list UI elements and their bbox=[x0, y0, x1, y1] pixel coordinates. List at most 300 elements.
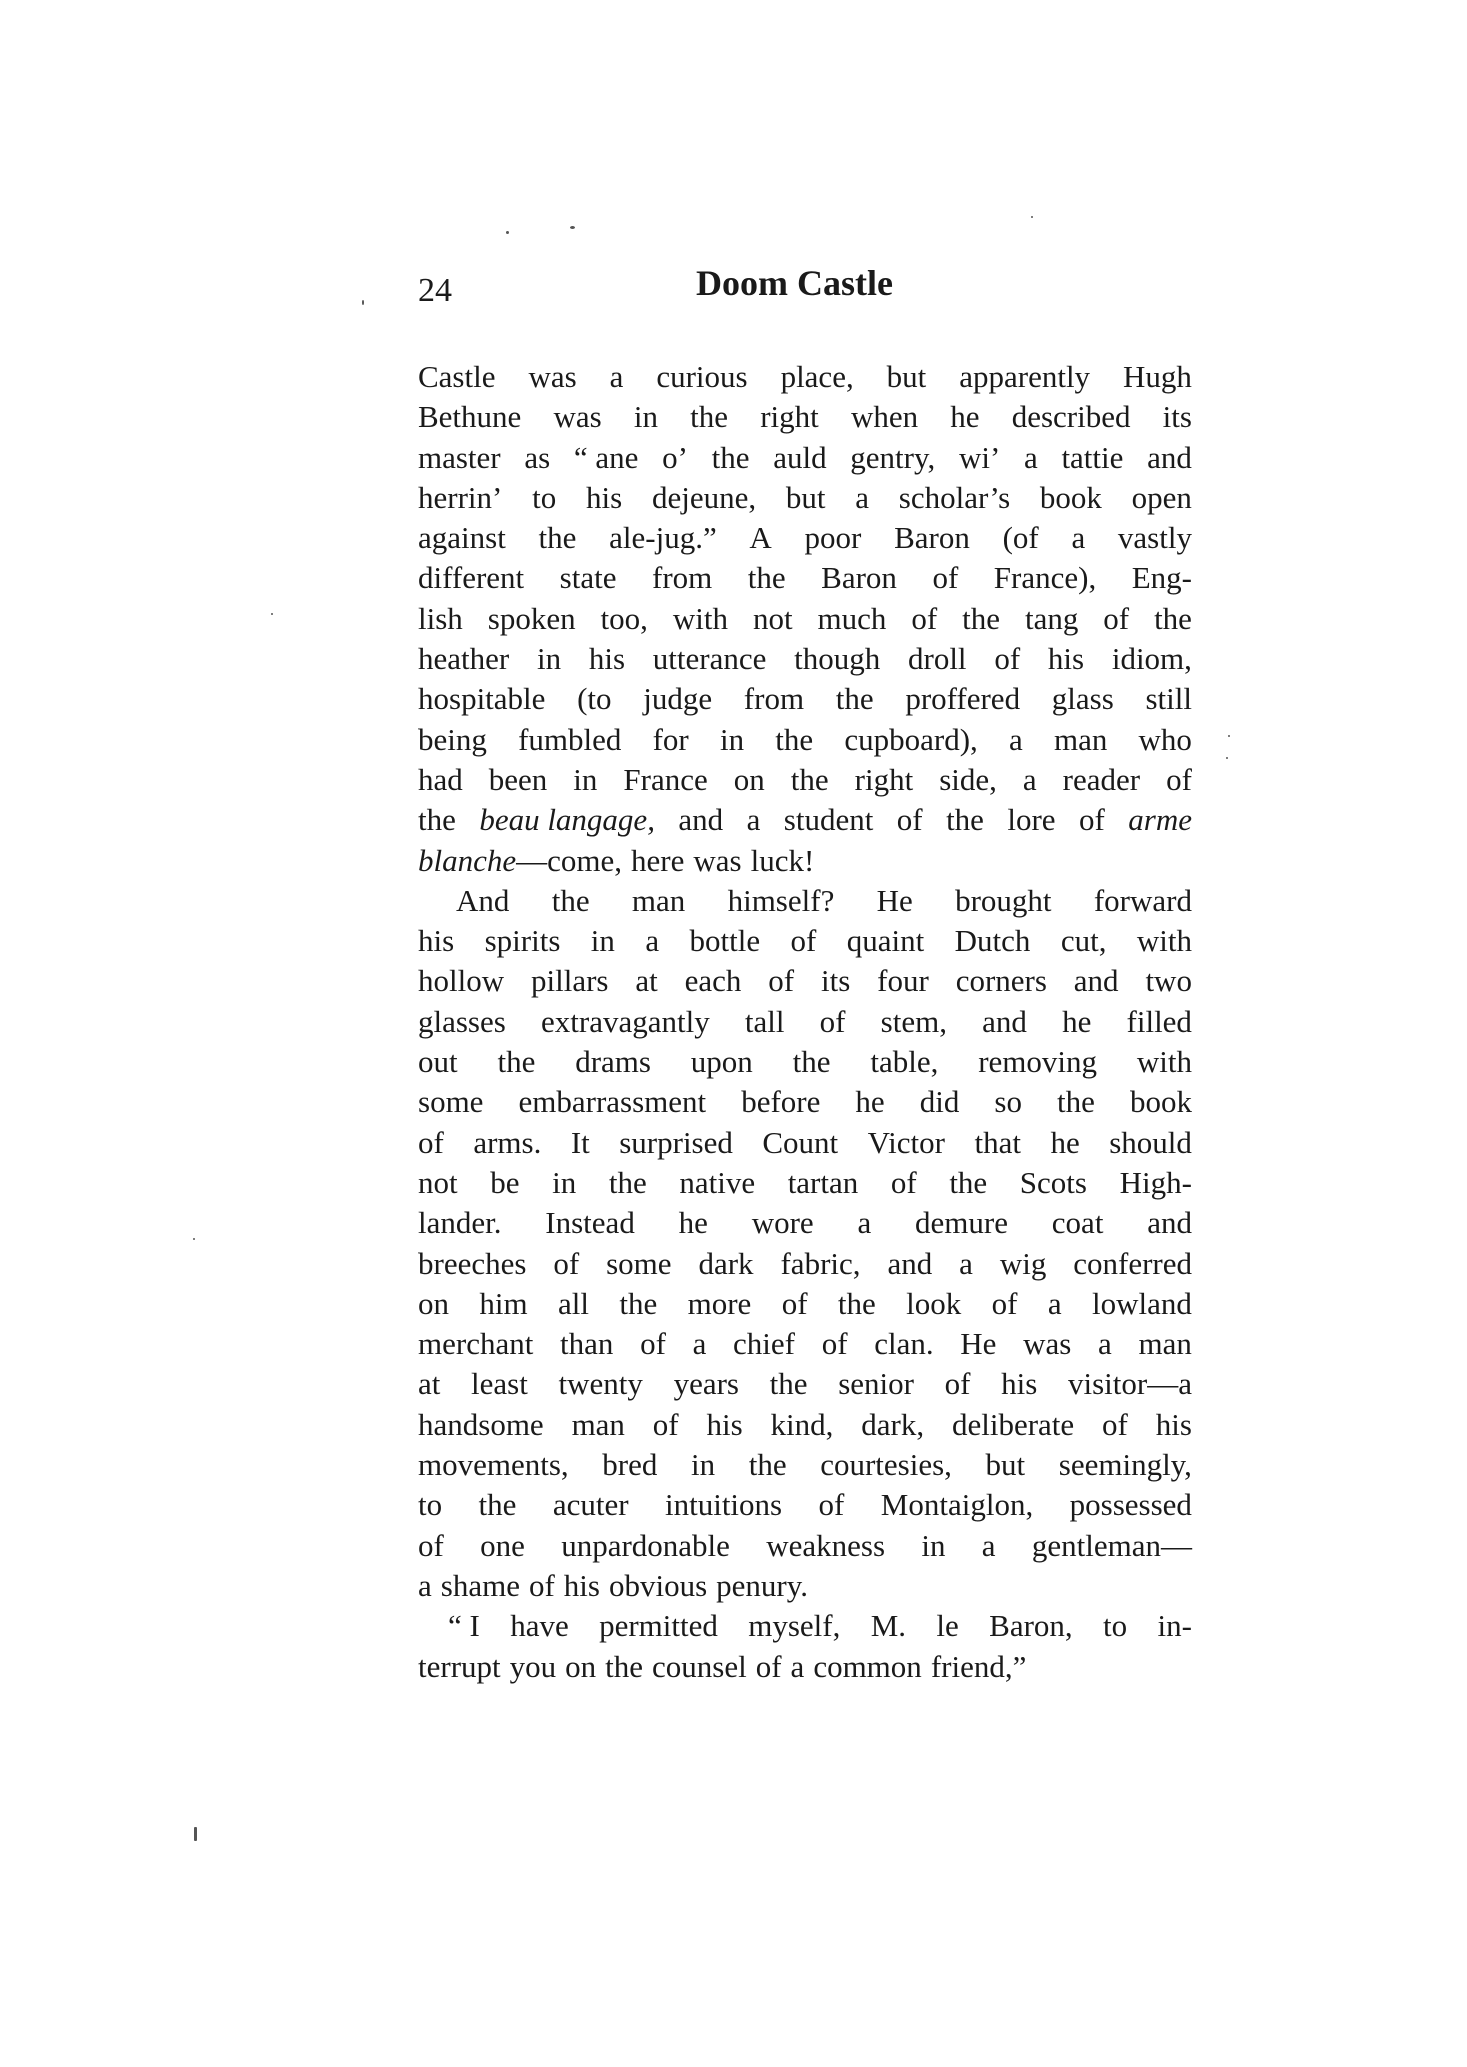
word: his bbox=[588, 641, 626, 677]
word: drams bbox=[575, 1044, 651, 1080]
body-text bbox=[418, 357, 1192, 1687]
word: in bbox=[633, 399, 658, 435]
word: a bbox=[981, 1527, 996, 1563]
word: of bbox=[755, 1648, 782, 1684]
word: vastly bbox=[1117, 520, 1192, 556]
text-line bbox=[418, 1526, 1192, 1566]
text-line bbox=[418, 599, 1192, 639]
scan-speck bbox=[1031, 216, 1033, 218]
word: friend,” bbox=[930, 1648, 1027, 1684]
scan-speck bbox=[194, 1827, 197, 1841]
scan-speck bbox=[1228, 735, 1230, 737]
word: the bbox=[478, 1487, 517, 1523]
word: the bbox=[792, 1044, 831, 1080]
text-line bbox=[418, 1244, 1192, 1284]
word: its bbox=[820, 963, 851, 999]
word: for bbox=[652, 721, 689, 757]
word: with bbox=[1136, 1044, 1192, 1080]
word: lish bbox=[418, 600, 463, 636]
word: handsome bbox=[418, 1406, 544, 1442]
word: Baron bbox=[894, 520, 970, 556]
word: France), bbox=[993, 560, 1097, 596]
word: fumbled bbox=[518, 721, 622, 757]
word: coat bbox=[1051, 1205, 1104, 1241]
word: and bbox=[887, 1245, 933, 1281]
word: he bbox=[1050, 1124, 1080, 1160]
text-line bbox=[418, 881, 1192, 921]
word: Eng- bbox=[1131, 560, 1192, 596]
running-header bbox=[418, 262, 1192, 322]
word: he bbox=[1062, 1003, 1092, 1039]
scan-speck bbox=[570, 226, 575, 229]
word: of bbox=[991, 1285, 1018, 1321]
scan-speck bbox=[1226, 757, 1228, 759]
word: “ I bbox=[448, 1608, 480, 1644]
word: extravagantly bbox=[541, 1003, 710, 1039]
word: tang bbox=[1024, 600, 1079, 636]
word: at bbox=[418, 1366, 441, 1402]
word: the bbox=[748, 1447, 787, 1483]
word: of bbox=[528, 1567, 555, 1603]
word: him bbox=[479, 1285, 528, 1321]
text-line bbox=[418, 1123, 1192, 1163]
word: a bbox=[1071, 520, 1086, 556]
word: himself? bbox=[727, 882, 835, 918]
text-line bbox=[418, 1284, 1192, 1324]
word: in bbox=[536, 641, 562, 677]
word: forward bbox=[1093, 882, 1192, 918]
text-line bbox=[418, 1042, 1192, 1082]
word: should bbox=[1109, 1124, 1192, 1160]
word: le bbox=[936, 1608, 959, 1644]
word: luck! bbox=[750, 842, 815, 878]
word: in bbox=[590, 923, 615, 959]
word: intuitions bbox=[664, 1487, 783, 1523]
word: a bbox=[959, 1245, 973, 1281]
word: the bbox=[619, 1285, 658, 1321]
word: right bbox=[760, 399, 819, 435]
word: wi’ bbox=[958, 439, 1001, 475]
word: of bbox=[1103, 600, 1130, 636]
word: with bbox=[672, 600, 728, 636]
word: Scots bbox=[1019, 1164, 1087, 1200]
running-title: Doom Castle bbox=[696, 263, 893, 303]
word: embarrassment bbox=[518, 1084, 707, 1120]
word: cupboard), bbox=[844, 721, 978, 757]
word: the bbox=[962, 600, 1000, 636]
word: of bbox=[819, 1003, 846, 1039]
word: kind, bbox=[770, 1406, 834, 1442]
word: gentleman— bbox=[1031, 1527, 1192, 1563]
word: the bbox=[946, 802, 984, 838]
word: one bbox=[480, 1527, 525, 1563]
word: that bbox=[974, 1124, 1021, 1160]
word: spirits bbox=[484, 923, 561, 959]
word: deliberate bbox=[951, 1406, 1075, 1442]
word: the bbox=[747, 560, 786, 596]
word: utterance bbox=[652, 641, 767, 677]
word: of bbox=[818, 1487, 845, 1523]
text-line bbox=[418, 1203, 1192, 1243]
word: brought bbox=[955, 882, 1052, 918]
word: its bbox=[1162, 399, 1192, 435]
word: chief bbox=[733, 1326, 796, 1362]
text-line bbox=[418, 1566, 1192, 1606]
word: Instead bbox=[545, 1205, 635, 1241]
word: obvious bbox=[608, 1567, 708, 1603]
word: of bbox=[994, 641, 1021, 677]
word: state bbox=[559, 560, 617, 596]
word: M. bbox=[870, 1608, 907, 1644]
word: penury. bbox=[716, 1567, 808, 1603]
word: permitted bbox=[599, 1608, 718, 1644]
word: years bbox=[673, 1366, 739, 1402]
word: stem, bbox=[880, 1003, 947, 1039]
text-line bbox=[418, 760, 1192, 800]
word: droll bbox=[908, 641, 967, 677]
word: man bbox=[571, 1406, 625, 1442]
text-line bbox=[418, 438, 1192, 478]
word: the bbox=[497, 1044, 536, 1080]
word: auld bbox=[773, 439, 827, 475]
word: dark bbox=[698, 1245, 754, 1281]
word: possessed bbox=[1069, 1487, 1192, 1523]
word: shame bbox=[440, 1567, 520, 1603]
text-line bbox=[418, 478, 1192, 518]
word: Montaiglon, bbox=[880, 1487, 1034, 1523]
word: before bbox=[741, 1084, 821, 1120]
word: some bbox=[418, 1084, 484, 1120]
word: apparently bbox=[959, 359, 1091, 394]
word: Baron, bbox=[989, 1608, 1073, 1644]
word: and bbox=[1147, 439, 1192, 475]
word: of bbox=[1166, 761, 1192, 797]
text-line bbox=[418, 961, 1192, 1001]
word: conferred bbox=[1073, 1245, 1192, 1281]
word: the bbox=[538, 520, 577, 556]
word: tall bbox=[744, 1003, 785, 1039]
word: not bbox=[752, 600, 793, 636]
text-line bbox=[418, 558, 1192, 598]
word: student bbox=[783, 802, 874, 838]
word: dejeune, bbox=[651, 479, 757, 515]
word: o’ bbox=[662, 439, 688, 475]
word: right bbox=[854, 761, 914, 797]
word: seemingly, bbox=[1058, 1447, 1192, 1483]
word: the bbox=[605, 1648, 644, 1684]
word: was bbox=[553, 399, 602, 435]
word: in bbox=[690, 1447, 716, 1483]
word: judge bbox=[643, 681, 713, 717]
text-line bbox=[418, 1405, 1192, 1445]
word: and bbox=[1073, 963, 1119, 999]
word: against bbox=[418, 520, 506, 556]
word: a bbox=[1022, 761, 1037, 797]
word: a bbox=[1098, 1326, 1112, 1362]
word: a bbox=[1008, 721, 1023, 757]
word: spoken bbox=[487, 600, 576, 636]
word: twenty bbox=[558, 1366, 643, 1402]
word: a bbox=[855, 479, 870, 515]
word: courtesies, bbox=[820, 1447, 952, 1483]
word: hospitable bbox=[418, 681, 546, 717]
word: ale-jug.” bbox=[609, 520, 717, 556]
word: native bbox=[679, 1164, 756, 1200]
word: fabric, bbox=[780, 1245, 861, 1281]
word: to bbox=[1103, 1608, 1128, 1644]
word: and bbox=[1147, 1205, 1192, 1241]
word: all bbox=[557, 1285, 589, 1321]
scan-speck bbox=[271, 613, 273, 615]
word: reader bbox=[1062, 761, 1141, 797]
word: the bbox=[790, 761, 829, 797]
word: unpardonable bbox=[561, 1527, 730, 1563]
text-line bbox=[418, 1163, 1192, 1203]
word: senior bbox=[838, 1366, 914, 1402]
word: terrupt bbox=[418, 1648, 501, 1684]
word: hollow bbox=[418, 963, 505, 999]
word: described bbox=[1011, 399, 1131, 435]
word: Hugh bbox=[1123, 359, 1192, 394]
word: scholar’s bbox=[898, 479, 1011, 515]
word: of bbox=[553, 1245, 580, 1281]
scan-speck bbox=[362, 300, 364, 305]
word: He bbox=[960, 1326, 997, 1362]
word: his bbox=[563, 1567, 600, 1603]
word: heather bbox=[418, 641, 510, 677]
word: dark, bbox=[861, 1406, 925, 1442]
word: a bbox=[609, 359, 624, 394]
word: clan. bbox=[874, 1326, 934, 1362]
word: merchant bbox=[418, 1326, 534, 1362]
word: he bbox=[678, 1205, 708, 1241]
word: and bbox=[982, 1003, 1027, 1039]
word: the bbox=[690, 399, 729, 435]
word: his bbox=[586, 479, 623, 515]
word: did bbox=[919, 1084, 960, 1120]
word: pillars bbox=[531, 963, 609, 999]
word: the bbox=[769, 1366, 808, 1402]
word: tattie bbox=[1061, 439, 1124, 475]
word: High- bbox=[1119, 1164, 1192, 1200]
word: (to bbox=[577, 681, 612, 717]
word: of bbox=[768, 963, 795, 999]
word: much bbox=[817, 600, 887, 636]
word: have bbox=[510, 1608, 569, 1644]
word: from bbox=[652, 560, 713, 596]
text-line bbox=[418, 518, 1192, 558]
word: of bbox=[781, 1285, 808, 1321]
word: “ ane bbox=[573, 439, 639, 475]
text-line bbox=[418, 1445, 1192, 1485]
text-line bbox=[418, 1606, 1192, 1646]
word: common bbox=[813, 1648, 922, 1684]
word: lowland bbox=[1091, 1285, 1192, 1321]
word: place, bbox=[780, 359, 854, 394]
word: the bbox=[608, 1164, 647, 1200]
word: being bbox=[418, 721, 487, 757]
word: the bbox=[775, 721, 814, 757]
text-line bbox=[418, 357, 1192, 397]
word: his bbox=[1001, 1366, 1038, 1402]
word: of bbox=[896, 802, 923, 838]
word: two bbox=[1145, 963, 1192, 999]
word: the bbox=[418, 802, 456, 838]
word: curious bbox=[656, 359, 748, 394]
word: the bbox=[551, 882, 590, 918]
word: Bethune bbox=[418, 399, 522, 435]
word: but bbox=[985, 1447, 1026, 1483]
word: wore bbox=[751, 1205, 814, 1241]
word: of bbox=[640, 1326, 666, 1362]
word: Baron bbox=[821, 560, 897, 596]
word: man bbox=[1053, 721, 1108, 757]
word: blanche—come, bbox=[418, 842, 623, 878]
word: you bbox=[509, 1648, 557, 1684]
word: the bbox=[711, 439, 750, 475]
word: in- bbox=[1157, 1608, 1192, 1644]
word: he bbox=[855, 1084, 885, 1120]
word: his bbox=[1047, 641, 1085, 677]
word: still bbox=[1145, 681, 1192, 717]
word: counsel bbox=[652, 1648, 747, 1684]
word: more bbox=[687, 1285, 752, 1321]
word: too, bbox=[600, 600, 648, 636]
word: from bbox=[743, 681, 805, 717]
text-line bbox=[418, 720, 1192, 760]
text-line bbox=[418, 1485, 1192, 1525]
word: of bbox=[418, 1124, 444, 1160]
word: four bbox=[877, 963, 929, 999]
word: to bbox=[532, 479, 557, 515]
word: the bbox=[949, 1164, 988, 1200]
word: man bbox=[631, 882, 686, 918]
word: in bbox=[552, 1164, 577, 1200]
word: in bbox=[573, 761, 598, 797]
word: he bbox=[950, 399, 980, 435]
word: was bbox=[528, 359, 577, 394]
word: man bbox=[1138, 1326, 1192, 1362]
text-line bbox=[418, 841, 1192, 881]
word: in bbox=[719, 721, 745, 757]
word: idiom, bbox=[1111, 641, 1192, 677]
word: who bbox=[1138, 721, 1192, 757]
word: glasses bbox=[418, 1003, 506, 1039]
word: his bbox=[1155, 1406, 1192, 1442]
word: poor bbox=[804, 520, 862, 556]
word: was bbox=[693, 842, 742, 878]
word: the bbox=[1154, 600, 1192, 636]
page-number: 24 bbox=[418, 272, 452, 309]
word: acuter bbox=[552, 1487, 629, 1523]
word: It bbox=[570, 1124, 590, 1160]
word: so bbox=[994, 1084, 1022, 1120]
word: glass bbox=[1051, 681, 1114, 717]
text-line bbox=[418, 921, 1192, 961]
word: as bbox=[524, 439, 551, 475]
text-line bbox=[418, 397, 1192, 437]
word: his bbox=[706, 1406, 743, 1442]
scan-speck bbox=[506, 231, 509, 234]
word: a bbox=[857, 1205, 872, 1241]
word: beau langage, bbox=[479, 802, 655, 838]
word: of bbox=[418, 1527, 444, 1563]
word: and bbox=[678, 802, 724, 838]
word: of bbox=[890, 1164, 917, 1200]
word: on bbox=[418, 1285, 449, 1321]
scan-speck bbox=[193, 1238, 195, 1240]
word: at bbox=[635, 963, 658, 999]
text-line bbox=[418, 1364, 1192, 1404]
word: quaint bbox=[846, 923, 925, 959]
word: been bbox=[488, 761, 548, 797]
word: Dutch bbox=[954, 923, 1031, 959]
word: cut, bbox=[1060, 923, 1107, 959]
word: on bbox=[565, 1648, 597, 1684]
word: He bbox=[876, 882, 913, 918]
word: his bbox=[418, 923, 455, 959]
word: out bbox=[418, 1044, 458, 1080]
text-line bbox=[418, 639, 1192, 679]
word: of bbox=[1102, 1406, 1128, 1442]
word: a bbox=[645, 923, 660, 959]
word: of bbox=[911, 600, 938, 636]
word: upon bbox=[690, 1044, 753, 1080]
word: be bbox=[490, 1164, 520, 1200]
word: Victor bbox=[867, 1124, 945, 1160]
word: filled bbox=[1126, 1003, 1192, 1039]
word: visitor—a bbox=[1068, 1366, 1192, 1402]
word: weakness bbox=[766, 1527, 886, 1563]
word: some bbox=[606, 1245, 672, 1281]
word: bred bbox=[602, 1447, 658, 1483]
word: France bbox=[623, 761, 708, 797]
text-line bbox=[418, 800, 1192, 840]
word: a bbox=[1023, 439, 1038, 475]
word: arms. bbox=[473, 1124, 542, 1160]
word: to bbox=[418, 1487, 443, 1523]
word: A bbox=[749, 520, 772, 556]
word: of bbox=[790, 923, 817, 959]
word: least bbox=[471, 1366, 528, 1402]
word: a bbox=[692, 1326, 707, 1362]
word: Castle bbox=[418, 359, 496, 394]
word: than bbox=[560, 1326, 614, 1362]
word: had bbox=[418, 761, 463, 797]
word: a bbox=[790, 1648, 805, 1684]
word: though bbox=[794, 641, 881, 677]
word: of bbox=[944, 1366, 971, 1402]
word: myself, bbox=[748, 1608, 841, 1644]
word: tartan bbox=[787, 1164, 859, 1200]
word: of bbox=[652, 1406, 679, 1442]
word: look bbox=[906, 1285, 962, 1321]
word: each bbox=[684, 963, 742, 999]
word: removing bbox=[978, 1044, 1098, 1080]
word: the bbox=[1057, 1084, 1095, 1120]
word: wig bbox=[999, 1245, 1047, 1281]
word: herrin’ bbox=[418, 479, 503, 515]
word: table, bbox=[870, 1044, 939, 1080]
word: gentry, bbox=[850, 439, 936, 475]
word: was bbox=[1023, 1326, 1072, 1362]
word: a bbox=[746, 802, 761, 838]
word: in bbox=[921, 1527, 946, 1563]
word: master bbox=[418, 439, 501, 475]
word: but bbox=[886, 359, 927, 394]
word: breeches bbox=[418, 1245, 527, 1281]
text-line bbox=[418, 1002, 1192, 1042]
